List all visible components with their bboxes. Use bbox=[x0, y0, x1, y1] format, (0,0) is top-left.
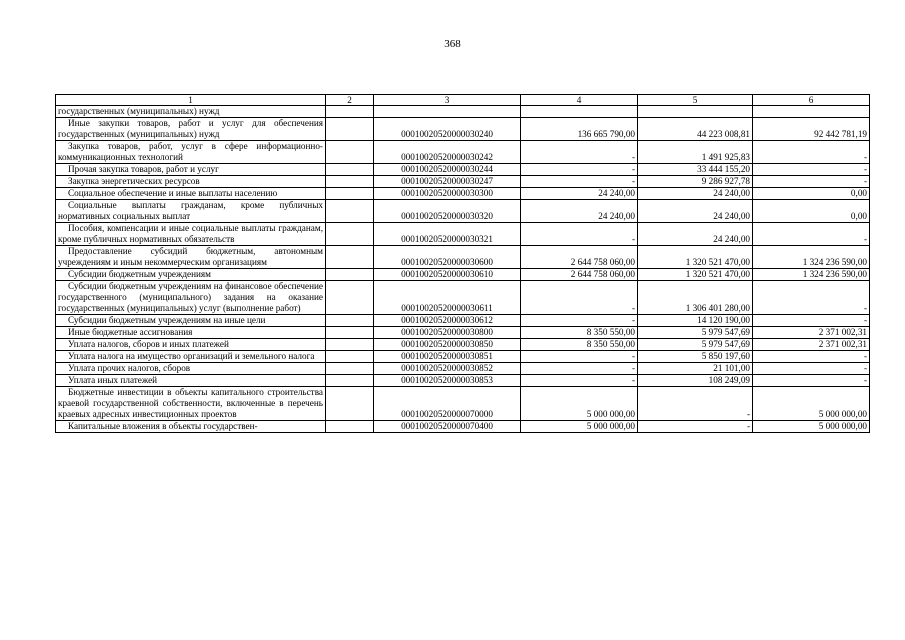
row-description bbox=[56, 118, 326, 141]
row-code: 00010020520000030850 bbox=[374, 339, 521, 351]
page-number: 368 bbox=[444, 38, 461, 50]
header-cell-2: 2 bbox=[326, 95, 374, 106]
row-code bbox=[374, 106, 521, 118]
budget-table bbox=[55, 94, 870, 433]
table-row bbox=[56, 176, 870, 188]
row-value-col4: - bbox=[521, 164, 638, 176]
row-value-col6: 2 371 002,31 bbox=[753, 339, 870, 351]
row-value-col5: 24 240,00 bbox=[638, 200, 753, 223]
row-value-col4: - bbox=[521, 281, 638, 315]
row-code: 00010020520000030611 bbox=[374, 281, 521, 315]
row-description-text: Иные закупки товаров, работ и услуг для обеспечения государственных (муниципальных) нужд bbox=[58, 118, 323, 139]
row-description bbox=[56, 106, 326, 118]
row-value-col6: - bbox=[753, 223, 870, 246]
row-description-text: государственных (муниципальных) нужд bbox=[58, 106, 220, 116]
row-value-col5: 14 120 190,00 bbox=[638, 315, 753, 327]
row-col2 bbox=[326, 223, 374, 246]
row-col2 bbox=[326, 200, 374, 223]
row-value-col5: 5 979 547,69 bbox=[638, 339, 753, 351]
table-row bbox=[56, 164, 870, 176]
row-value-col4: 24 240,00 bbox=[521, 200, 638, 223]
row-description bbox=[56, 188, 326, 200]
row-value-col6: 2 371 002,31 bbox=[753, 327, 870, 339]
row-description-text: Социальное обеспечение и иные выплаты населению bbox=[68, 188, 278, 198]
row-value-col5: 108 249,09 bbox=[638, 375, 753, 387]
table-row bbox=[56, 387, 870, 421]
row-value-col4: 5 000 000,00 bbox=[521, 387, 638, 421]
row-value-col4: - bbox=[521, 176, 638, 188]
table-row bbox=[56, 118, 870, 141]
row-value-col4: - bbox=[521, 375, 638, 387]
table-row bbox=[56, 141, 870, 164]
row-col2 bbox=[326, 106, 374, 118]
row-value-col5: 24 240,00 bbox=[638, 188, 753, 200]
row-col2 bbox=[326, 375, 374, 387]
table-body bbox=[56, 106, 870, 433]
row-description bbox=[56, 363, 326, 375]
row-description bbox=[56, 315, 326, 327]
row-description bbox=[56, 164, 326, 176]
row-value-col4: 8 350 550,00 bbox=[521, 327, 638, 339]
header-cell-5: 5 bbox=[638, 95, 753, 106]
row-value-col5: 44 223 008,81 bbox=[638, 118, 753, 141]
row-description-text: Закупка товаров, работ, услуг в сфере информационно-коммуникационных технологий bbox=[58, 141, 323, 162]
row-value-col5: 1 306 401 280,00 bbox=[638, 281, 753, 315]
row-col2 bbox=[326, 176, 374, 188]
row-description bbox=[56, 269, 326, 281]
row-value-col5: 1 320 521 470,00 bbox=[638, 269, 753, 281]
row-description bbox=[56, 375, 326, 387]
row-code: 00010020520000030240 bbox=[374, 118, 521, 141]
table-row bbox=[56, 269, 870, 281]
table-row bbox=[56, 315, 870, 327]
row-value-col5: - bbox=[638, 421, 753, 433]
row-description-text: Закупка энергетических ресурсов bbox=[68, 176, 200, 186]
row-value-col5 bbox=[638, 106, 753, 118]
row-value-col6: - bbox=[753, 141, 870, 164]
row-value-col5: 33 444 155,20 bbox=[638, 164, 753, 176]
row-col2 bbox=[326, 327, 374, 339]
row-value-col6: 5 000 000,00 bbox=[753, 421, 870, 433]
header-row bbox=[56, 95, 870, 106]
row-value-col4: 24 240,00 bbox=[521, 188, 638, 200]
row-value-col6: - bbox=[753, 351, 870, 363]
row-description-text: Бюджетные инвестиции в объекты капитального строительства краевой государственной собственности, включенные в перечень краевых адресных инвестиционных проектов bbox=[58, 387, 323, 419]
row-col2 bbox=[326, 363, 374, 375]
row-value-col5: 9 286 927,78 bbox=[638, 176, 753, 188]
row-description-text: Уплата налога на имущество организаций и земельного налога bbox=[68, 351, 315, 361]
row-value-col6: - bbox=[753, 315, 870, 327]
row-code: 00010020520000030320 bbox=[374, 200, 521, 223]
row-value-col5: 21 101,00 bbox=[638, 363, 753, 375]
table-row bbox=[56, 188, 870, 200]
row-description bbox=[56, 327, 326, 339]
row-value-col6: - bbox=[753, 281, 870, 315]
row-value-col4: - bbox=[521, 315, 638, 327]
table-row bbox=[56, 363, 870, 375]
row-code: 00010020520000030612 bbox=[374, 315, 521, 327]
row-col2 bbox=[326, 246, 374, 269]
row-value-col6: 1 324 236 590,00 bbox=[753, 269, 870, 281]
row-value-col6: - bbox=[753, 176, 870, 188]
row-description-text: Субсидии бюджетным учреждениям на иные цели bbox=[68, 315, 266, 325]
row-col2 bbox=[326, 141, 374, 164]
row-value-col4: 8 350 550,00 bbox=[521, 339, 638, 351]
row-col2 bbox=[326, 281, 374, 315]
row-value-col6: - bbox=[753, 164, 870, 176]
row-col2 bbox=[326, 188, 374, 200]
table-row bbox=[56, 351, 870, 363]
row-description-text: Уплата налогов, сборов и иных платежей bbox=[68, 339, 229, 349]
row-col2 bbox=[326, 118, 374, 141]
row-value-col5: 1 320 521 470,00 bbox=[638, 246, 753, 269]
row-value-col4 bbox=[521, 106, 638, 118]
row-value-col6: 5 000 000,00 bbox=[753, 387, 870, 421]
row-code: 00010020520000030244 bbox=[374, 164, 521, 176]
row-value-col4: - bbox=[521, 351, 638, 363]
row-value-col6: - bbox=[753, 363, 870, 375]
row-value-col4: 2 644 758 060,00 bbox=[521, 246, 638, 269]
row-value-col5: 1 491 925,83 bbox=[638, 141, 753, 164]
row-code: 00010020520000030600 bbox=[374, 246, 521, 269]
table-row bbox=[56, 200, 870, 223]
row-value-col6 bbox=[753, 106, 870, 118]
row-col2 bbox=[326, 315, 374, 327]
header-cell-4: 4 bbox=[521, 95, 638, 106]
header-cell-1: 1 bbox=[56, 95, 326, 106]
row-value-col6: 0,00 bbox=[753, 200, 870, 223]
row-col2 bbox=[326, 387, 374, 421]
row-description-text: Пособия, компенсации и иные социальные выплаты гражданам, кроме публичных нормативных обязательств bbox=[58, 223, 323, 244]
header-cell-6: 6 bbox=[753, 95, 870, 106]
row-value-col4: 2 644 758 060,00 bbox=[521, 269, 638, 281]
row-value-col4: - bbox=[521, 363, 638, 375]
row-col2 bbox=[326, 339, 374, 351]
row-value-col5: - bbox=[638, 387, 753, 421]
row-value-col4: - bbox=[521, 141, 638, 164]
row-description-text: Уплата прочих налогов, сборов bbox=[68, 363, 191, 373]
row-value-col4: 136 665 790,00 bbox=[521, 118, 638, 141]
row-description-text: Предоставление субсидий бюджетным, автономным учреждениям и иным некоммерческим организациям bbox=[58, 246, 323, 267]
row-description bbox=[56, 176, 326, 188]
row-code: 00010020520000030610 bbox=[374, 269, 521, 281]
table-row bbox=[56, 106, 870, 118]
row-code: 00010020520000030800 bbox=[374, 327, 521, 339]
row-col2 bbox=[326, 421, 374, 433]
row-value-col6: 92 442 781,19 bbox=[753, 118, 870, 141]
row-description-text: Субсидии бюджетным учреждениям на финансовое обеспечение государственного (муниципального) задания на оказание государственных (муниципальных) услуг (выполнение работ) bbox=[58, 281, 323, 313]
row-value-col5: 24 240,00 bbox=[638, 223, 753, 246]
row-description bbox=[56, 387, 326, 421]
row-code: 00010020520000030242 bbox=[374, 141, 521, 164]
row-description-text: Иные бюджетные ассигнования bbox=[68, 327, 193, 337]
row-col2 bbox=[326, 351, 374, 363]
row-description bbox=[56, 200, 326, 223]
row-value-col4: 5 000 000,00 bbox=[521, 421, 638, 433]
row-value-col6: 1 324 236 590,00 bbox=[753, 246, 870, 269]
row-col2 bbox=[326, 269, 374, 281]
table-row bbox=[56, 375, 870, 387]
table-row bbox=[56, 327, 870, 339]
row-description bbox=[56, 351, 326, 363]
row-code: 00010020520000030300 bbox=[374, 188, 521, 200]
table-header bbox=[56, 95, 870, 106]
row-description-text: Уплата иных платежей bbox=[68, 375, 158, 385]
row-description bbox=[56, 339, 326, 351]
row-description bbox=[56, 246, 326, 269]
table-row bbox=[56, 246, 870, 269]
row-value-col4: - bbox=[521, 223, 638, 246]
row-value-col5: 5 850 197,60 bbox=[638, 351, 753, 363]
row-code: 00010020520000070000 bbox=[374, 387, 521, 421]
row-description-text: Социальные выплаты гражданам, кроме публичных нормативных социальных выплат bbox=[58, 200, 323, 221]
row-code: 00010020520000030321 bbox=[374, 223, 521, 246]
header-cell-3: 3 bbox=[374, 95, 521, 106]
row-value-col6: - bbox=[753, 375, 870, 387]
table-row bbox=[56, 281, 870, 315]
row-value-col5: 5 979 547,69 bbox=[638, 327, 753, 339]
row-description bbox=[56, 223, 326, 246]
row-value-col6: 0,00 bbox=[753, 188, 870, 200]
row-code: 00010020520000030852 bbox=[374, 363, 521, 375]
row-description bbox=[56, 281, 326, 315]
row-col2 bbox=[326, 164, 374, 176]
row-code: 00010020520000030853 bbox=[374, 375, 521, 387]
table-row bbox=[56, 421, 870, 433]
row-code: 00010020520000030247 bbox=[374, 176, 521, 188]
row-description-text: Субсидии бюджетным учреждениям bbox=[68, 269, 211, 279]
row-description-text: Прочая закупка товаров, работ и услуг bbox=[68, 164, 219, 174]
row-description bbox=[56, 421, 326, 433]
row-description-text: Капитальные вложения в объекты государствен- bbox=[68, 421, 258, 431]
table-row bbox=[56, 339, 870, 351]
row-description bbox=[56, 141, 326, 164]
row-code: 00010020520000030851 bbox=[374, 351, 521, 363]
row-code: 00010020520000070400 bbox=[374, 421, 521, 433]
table-row bbox=[56, 223, 870, 246]
